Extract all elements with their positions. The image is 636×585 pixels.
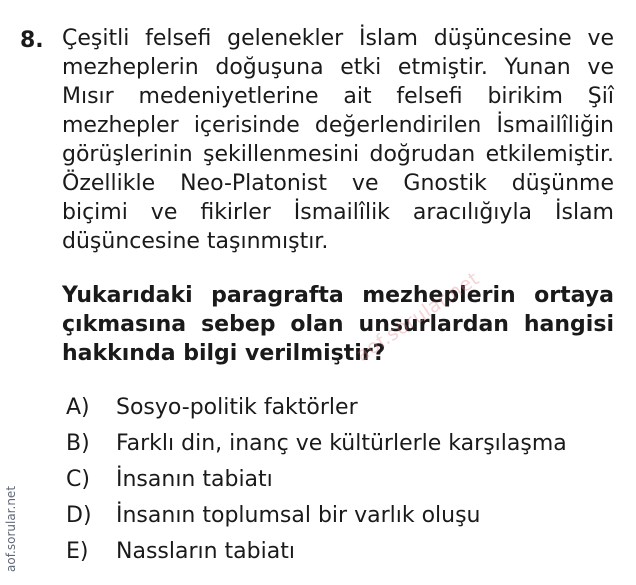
- option-text: İnsanın tabiatı: [116, 467, 273, 492]
- option-letter: A): [66, 395, 90, 420]
- option-text: İnsanın toplumsal bir varlık oluşu: [116, 503, 481, 528]
- option-d[interactable]: [66, 498, 567, 534]
- option-b[interactable]: [66, 426, 567, 462]
- option-c[interactable]: [66, 462, 567, 498]
- option-e[interactable]: [66, 534, 567, 570]
- option-letter: D): [66, 503, 92, 528]
- option-letter: B): [66, 431, 90, 456]
- diagonal-watermark: aof.sorular.net: [352, 267, 484, 367]
- answer-options: [66, 390, 567, 570]
- question-prompt: Yukarıdaki paragrafta mezheplerin ortaya çıkmasına sebep olan unsurlardan hangisi hakkında bilgi verilmiştir?: [62, 283, 614, 366]
- option-letter: C): [66, 467, 90, 492]
- option-text: Nassların tabiatı: [116, 539, 295, 564]
- option-a[interactable]: [66, 390, 567, 426]
- question-stem: Çeşitli felsefi gelenekler İslam düşüncesine ve mezheplerin doğuşuna etki etmiştir. Yunan ve Mısır medeniyetlerine ait felsefi birikim Şiî mezhepler içerisinde değerlendirilen İsmailîliğin görüşlerinin şekillenmesini doğrudan etkilemiştir. Özellikle Neo-Platonist ve Gnostik düşünme biçimi ve fikirler İsmailîlik aracılığıyla İslam düşüncesine taşınmıştır.: [62, 26, 614, 254]
- option-letter: E): [66, 539, 89, 564]
- side-watermark: aof.sorular.net: [4, 485, 18, 572]
- option-text: Sosyo-politik faktörler: [116, 395, 358, 420]
- option-text: Farklı din, inanç ve kültürlerle karşılaşma: [116, 431, 567, 456]
- question-number: 8.: [20, 28, 44, 53]
